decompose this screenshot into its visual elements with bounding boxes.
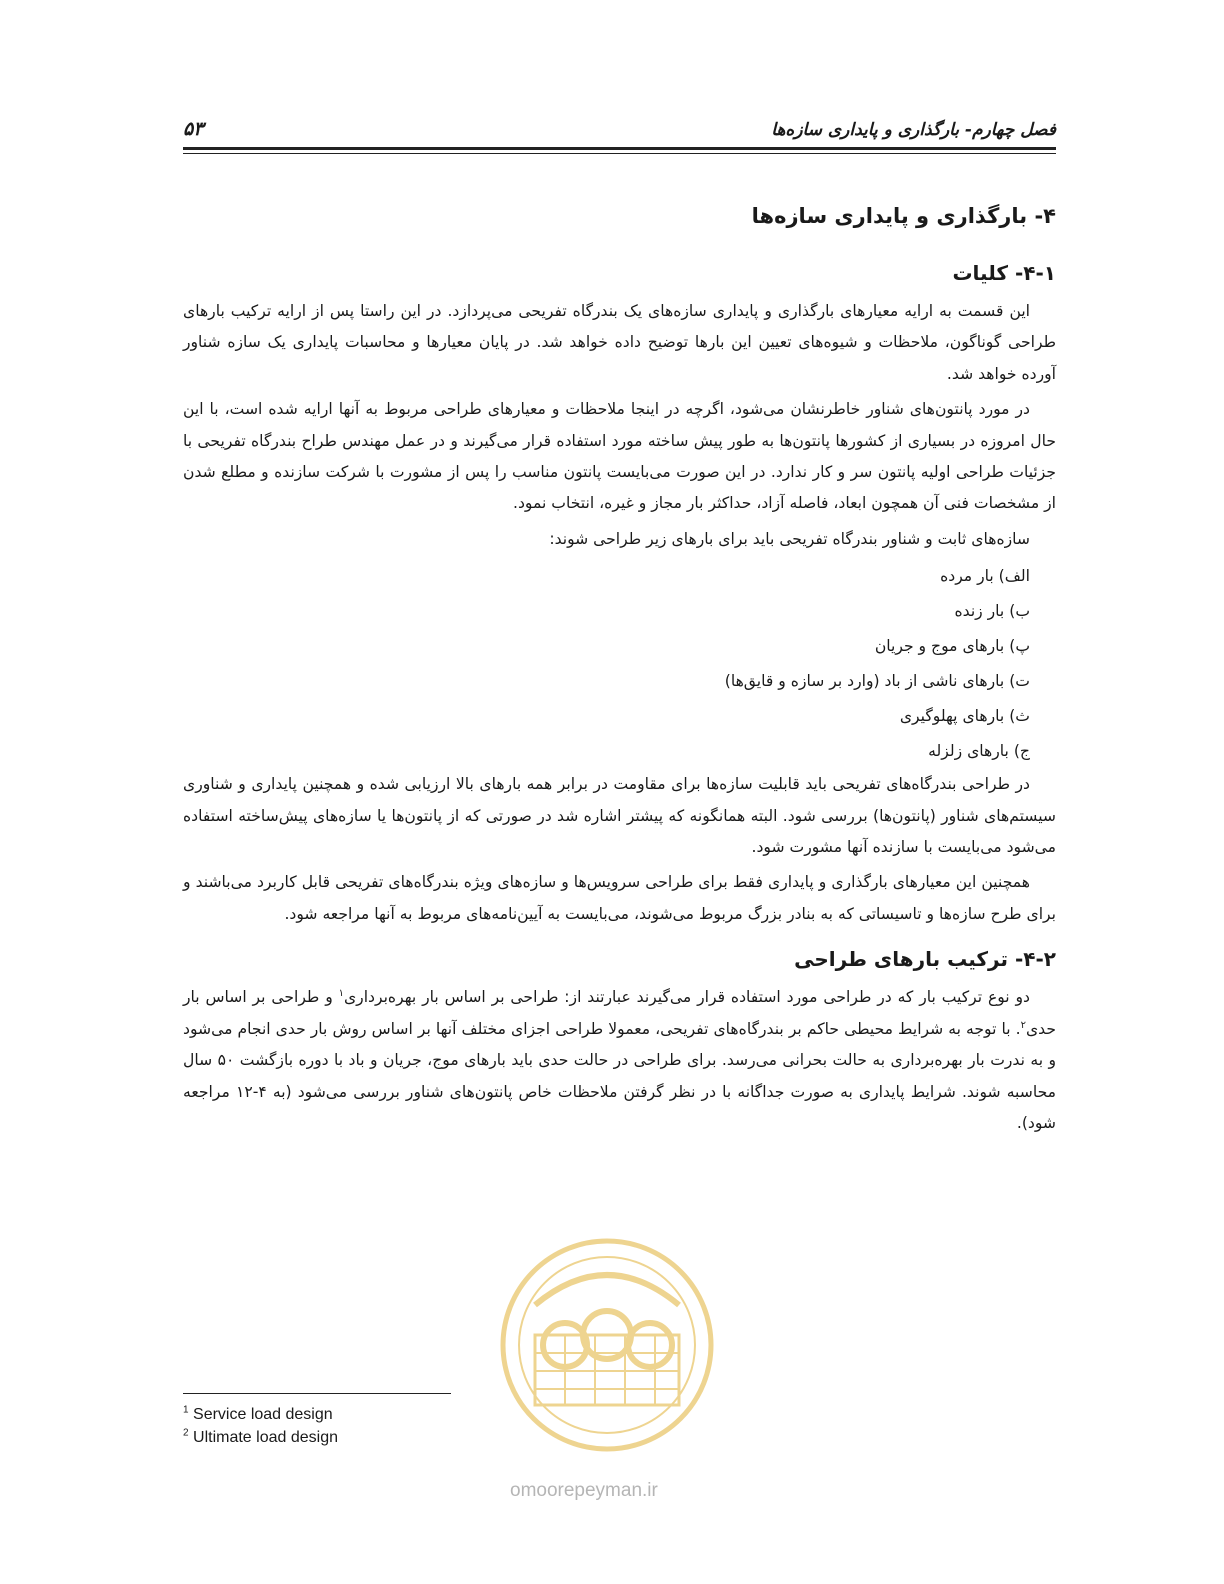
- page-body: [183, 198, 1056, 1143]
- header-rule-thick: [183, 147, 1056, 150]
- load-list: [183, 559, 1056, 769]
- paragraph: این قسمت به ارایه معیارهای بارگذاری و پایداری سازه‌های یک بندرگاه تفریحی می‌پردازد. در این راستا پس از ارایه ترکیب بارهای طراحی گوناگون، ملاحظات و شیوه‌های تعیین این بارها توضیح داده خواهد شد. در پایان معیارها و محاسبات پایداری یک سازه شناور آورده خواهد شد.: [183, 302, 1056, 383]
- list-item: ث) بارهای پهلوگیری: [899, 707, 1030, 726]
- text-run: و طراحی بر اساس بار حدی: [183, 988, 1056, 1038]
- paragraph: همچنین این معیارهای بارگذاری و پایداری فقط برای طراحی سرویس‌ها و سازه‌های ویژه بندرگاه‌های تفریحی قابل کاربرد می‌باشند و برای طرح سازه‌ها و تاسیساتی که به بنادر بزرگ مربوط می‌شوند، می‌بایست به آیین‌نامه‌های مربوط به آنها مراجعه شود.: [183, 873, 1056, 923]
- footnote: [183, 1403, 338, 1426]
- list-item: پ) بارهای موج و جریان: [874, 637, 1030, 656]
- footnote-text: Ultimate load design: [193, 1429, 338, 1446]
- section-heading-load-combination: ۴-۲- ترکیب بارهای طراحی: [794, 947, 1056, 972]
- section-heading-general: ۴-۱- کلیات: [952, 261, 1056, 285]
- page-number: ۵۳: [183, 118, 204, 140]
- text-run: دو نوع ترکیب بار که در طراحی مورد استفاده قرار می‌گیرند عبارتند از: طراحی بر اساس بار بهره‌برداری: [343, 988, 1030, 1007]
- header-rule-thin: [183, 153, 1056, 154]
- watermark-url: omoorepeyman.ir: [510, 1480, 658, 1501]
- paragraph: سازه‌های ثابت و شناور بندرگاه تفریحی باید برای بارهای زیر طراحی شوند:: [549, 529, 1030, 548]
- footnote-number: 2: [183, 1427, 189, 1439]
- footnote: [183, 1426, 338, 1449]
- footnote-ref: ۲: [1020, 1019, 1026, 1031]
- footnote-number: 1: [183, 1404, 189, 1416]
- list-item: ت) بارهای ناشی از باد (وارد بر سازه و قایق‌ها): [724, 672, 1030, 691]
- running-header: [183, 118, 1056, 144]
- footnote-rule: [183, 1393, 451, 1394]
- paragraph: در طراحی بندرگاه‌های تفریحی باید قابلیت سازه‌ها برای مقاومت در برابر همه بارهای بالا ارزیابی شده و همچنین پایداری و شناوری سیستم‌های شناور (پانتون‌ها) بررسی شود. البته همانگونه که پیشتر اشاره شد در صورتی که از پانتون‌ها یا سازه‌های پیش‌ساخته استفاده می‌شود می‌بایست با سازنده آنها مشورت شود.: [183, 775, 1056, 857]
- footnote-text: Service load design: [193, 1406, 333, 1423]
- chapter-heading: ۴- بارگذاری و پایداری سازه‌ها: [751, 204, 1056, 228]
- footnote-ref: ۱: [338, 988, 344, 1000]
- list-item: ب) بار زنده: [954, 602, 1030, 621]
- paragraph: [183, 982, 1056, 1139]
- chapter-title: فصل چهارم- بارگذاری و پایداری سازه‌ها: [771, 120, 1056, 140]
- list-item: الف) بار مرده: [940, 567, 1030, 586]
- text-run: . با توجه به شرایط محیطی حاکم بر بندرگاه‌های تفریحی، معمولا طراحی اجزای مختلف آنها بر اساس روش بار حدی انجام می‌شود و به ندرت بار بهره‌برداری به حالت بحرانی می‌رسد. برای طراحی در حالت حدی باید بارهای موج، جریان و باد با دوره بازگشت ۵۰ سال محاسبه شوند. شرایط پایداری به صورت جداگانه با در نظر گرفتن ملاحظات خاص پانتون‌های شناور بررسی می‌شود (به ۴-۱۲ مراجعه شود).: [183, 1019, 1057, 1132]
- watermark-seal-icon: [495, 1225, 720, 1470]
- paragraph: در مورد پانتون‌های شناور خاطرنشان می‌شود، اگرچه در اینجا ملاحظات و معیارهای طراحی مربوط به آنها ارایه شده است، با این حال امروزه در بسیاری از کشورها پانتون‌ها به طور پیش ساخته مورد استفاده قرار می‌گیرند و در عمل مهندس طراح بندرگاه تفریحی با جزئیات طراحی اولیه پانتون سر و کار ندارد. در این صورت می‌بایست پانتون مناسب را پس از مشورت با شرکت سازنده و مطلع شدن از مشخصات فنی آن همچون ابعاد، فاصله آزاد، حداکثر بار مجاز و غیره، انتخاب نمود.: [183, 400, 1056, 513]
- footnotes: [183, 1403, 338, 1449]
- list-item: ج) بارهای زلزله: [928, 742, 1030, 761]
